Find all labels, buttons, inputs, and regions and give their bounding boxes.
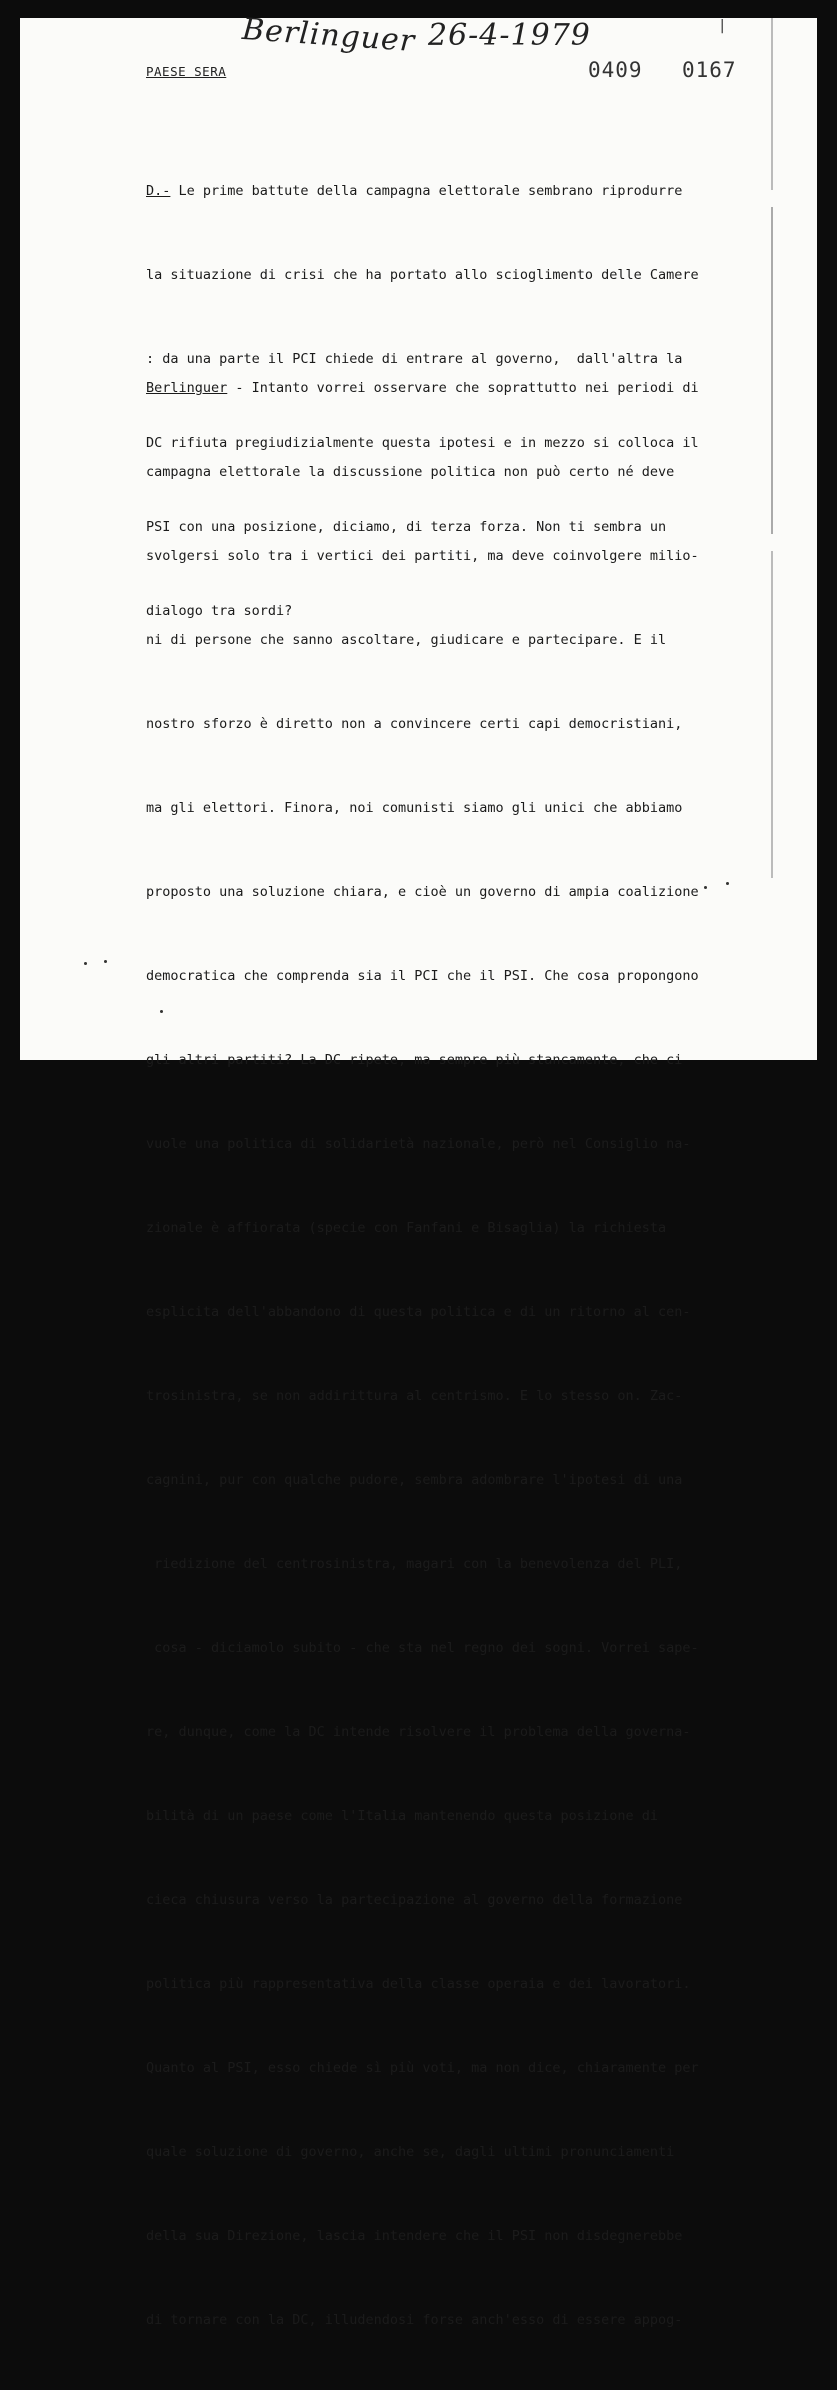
speaker-label: Berlinguer [146,380,228,396]
answer-line: svolgersi solo tra i vertici dei partiti, ma deve coinvolgere milio- [146,548,699,564]
answer-line: ma gli elettori. Finora, noi comunisti siamo gli unici che abbiamo [146,800,683,816]
answer-line: cagnini, pur con qualche pudore, sembra adombrare l'ipotesi di una [146,1472,683,1488]
answer-line: bilità di un paese come l'Italia mantenendo questa posizione di [146,1808,659,1824]
answer-line: riedizione del centrosinistra, magari con la benevolenza del PLI, [146,1556,683,1572]
answer-line: zionale è affiorata (specie con Fanfani e Bisaglia) la richiesta [146,1220,667,1236]
handwritten-name: Berlinguer [240,11,417,60]
question-line: DC rifiuta pregiudizialmente questa ipotesi e in mezzo si colloca il [146,435,699,451]
archive-code-b: 0167 [682,58,737,82]
answer-line: proposto una soluzione chiara, e cioè un governo di ampia coalizione [146,884,699,900]
answer-line: cosa - diciamolo subito - che sta nel regno dei sogni. Vorrei sape- [146,1640,699,1656]
answer-line: della sua Direzione, lascia intendere che il PSI non disdegnerebbe [146,2228,683,2244]
ink-speck [704,886,707,889]
question-line: : da una parte il PCI chiede di entrare al governo, dall'altra la [146,351,683,367]
answer-line: esplicita dell'abbandono di questa politica e di un ritorno al cen- [146,1304,691,1320]
typewritten-page [20,11,817,2328]
page-edge-line [771,18,773,878]
archive-code-a: 0409 [588,58,643,82]
question-line: PSI con una posizione, diciamo, di terza forza. Non ti sembra un [146,519,667,535]
answer-line: nostro sforzo è diretto non a convincere certi capi democristiani, [146,716,683,732]
ink-speck [160,1010,163,1013]
answer-line: politica più rappresentativa della classe operaia e dei lavoratori. [146,1976,691,1992]
answer-line: vuole una politica di solidarietà nazionale, però nel Consiglio na- [146,1136,691,1152]
ink-speck [104,960,107,963]
answer-line: quale soluzione di governo, anche se, dagli ultimi pronunciamenti [146,2144,675,2160]
question-label: D.- [146,183,171,199]
newspaper-source: PAESE SERA [146,64,227,79]
tick-mark: | [718,18,727,34]
question-line: dialogo tra sordi? [146,603,293,619]
answer-line: trosinistra, se non addirittura al centrismo. E lo stesso on. Zac- [146,1388,683,1404]
answer-line: di tornare con la DC, illudendosi forse anch'esso di essere appog- [146,2312,683,2328]
answer-line: gli altri partiti? La DC ripete, ma sempre più stancamente, che ci [146,1052,683,1068]
answer-line: ni di persone che sanno ascoltare, giudicare e partecipare. E il [146,632,667,648]
question-line: la situazione di crisi che ha portato allo scioglimento delle Camere [146,267,699,283]
ink-speck [84,962,87,965]
answer-line: campagna elettorale la discussione politica non può certo né deve [146,464,675,480]
answer-line: cieca chiusura verso la partecipazione al governo della formazione [146,1892,683,1908]
handwritten-date: 26-4-1979 [428,18,591,53]
answer-line: Quanto al PSI, esso chiede sì più voti, ma non dice, chiaramente per [146,2060,699,2076]
answer-line: democratica che comprenda sia il PCI che il PSI. Che cosa propongono [146,968,699,984]
question-line-1: D.- Le prime battute della campagna elettorale sembrano riprodurre [146,183,683,199]
answer-paragraph [146,318,706,2390]
answer-line-1: Berlinguer - Intanto vorrei osservare che soprattutto nei periodi di [146,380,699,396]
answer-line: re, dunque, come la DC intende risolvere il problema della governa- [146,1724,691,1740]
ink-speck [726,882,729,885]
